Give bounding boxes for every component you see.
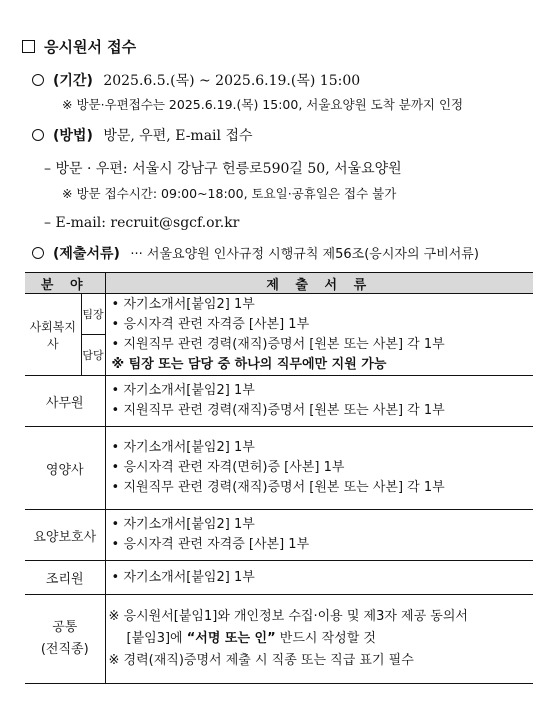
nutrition-docs <box>105 427 533 510</box>
field-office: 사무원 <box>25 376 105 427</box>
period-note: ※ 방문·우편접수는 2025.6.19.(목) 15:00, 서울요양원 도착 분까지 인정 <box>62 97 464 112</box>
common-note-2: [붙임3]에 “서명 또는 인” 반드시 작성할 것 <box>126 631 376 646</box>
circle-bullet-icon <box>32 247 44 259</box>
list-item: • 자기소개서[붙임2] 1부 <box>111 440 255 455</box>
method-line <box>32 125 253 145</box>
heading-text: 응시원서 접수 <box>44 38 137 56</box>
period-line <box>32 70 360 90</box>
list-item: • 응시자격 관련 자격(면허)증 [사본] 1부 <box>111 460 345 475</box>
list-item: • 자기소개서[붙임2] 1부 <box>111 296 255 312</box>
period-label: (기간) <box>53 73 93 89</box>
checkbox-square-icon <box>22 40 35 53</box>
circle-bullet-icon <box>32 74 44 86</box>
docs-label: (제출서류) <box>53 246 120 262</box>
list-item: • 지원직무 관련 경력(재직)증명서 [원본 또는 사본] 각 1부 <box>111 480 445 495</box>
method-visit-note: ※ 방문 접수시간: 09:00~18:00, 토요일·공휴일은 접수 불가 <box>62 186 397 201</box>
docs-line <box>32 243 479 263</box>
table-header-row <box>25 273 533 294</box>
list-item: • 지원직무 관련 경력(재직)증명서 [원본 또는 사본] 각 1부 <box>111 403 445 418</box>
common-note-3: ※ 경력(재직)증명서 제출 시 직종 또는 직급 표기 필수 <box>108 653 414 668</box>
table-row-common <box>25 595 533 684</box>
sub-staff: 담당 <box>81 335 105 376</box>
office-docs <box>105 376 533 427</box>
list-item: • 응시자격 관련 자격증 [사본] 1부 <box>111 316 310 332</box>
field-cook: 조리원 <box>25 561 105 595</box>
common-note-1: ※ 응시원서[붙임1]와 개인정보 수집·이용 및 제3자 제공 동의서 <box>108 609 468 624</box>
section-heading <box>22 36 136 57</box>
list-item: • 자기소개서[붙임2] 1부 <box>111 383 255 398</box>
field-nutrition: 영양사 <box>25 427 105 510</box>
field-common-sub: (전직종) <box>40 642 89 657</box>
list-item: • 자기소개서[붙임2] 1부 <box>111 569 255 585</box>
table-row-social <box>25 294 533 335</box>
list-item: • 응시자격 관련 자격증 [사본] 1부 <box>111 537 310 552</box>
social-note: ※ 팀장 또는 담당 중 하나의 직무에만 지원 가능 <box>111 356 387 372</box>
field-social: 사회복지사 <box>25 294 81 376</box>
common-docs <box>105 595 533 684</box>
method-value: 방문, 우편, E-mail 접수 <box>103 128 253 144</box>
social-docs <box>105 294 533 376</box>
docs-value: ··· 서울요양원 인사규정 시행규칙 제56조(응시자의 구비서류) <box>130 247 479 262</box>
method-visit: – 방문 · 우편: 서울시 강남구 헌릉로590길 50, 서울요양원 <box>44 161 402 177</box>
list-item: • 자기소개서[붙임2] 1부 <box>111 517 255 532</box>
sub-lead: 팀장 <box>81 294 105 335</box>
documents-table <box>25 272 533 684</box>
list-item: • 지원직무 관련 경력(재직)증명서 [원본 또는 사본] 각 1부 <box>111 336 445 352</box>
table-row-cook <box>25 561 533 595</box>
cook-docs <box>105 561 533 595</box>
table-row-caregiver <box>25 510 533 561</box>
field-caregiver: 요양보호사 <box>25 510 105 561</box>
period-value: 2025.6.5.(목) ~ 2025.6.19.(목) 15:00 <box>103 73 361 89</box>
table-row-office <box>25 376 533 427</box>
header-docs: 제 출 서 류 <box>105 273 533 294</box>
method-email: – E-mail: recruit@sgcf.or.kr <box>44 215 240 231</box>
table-row-nutrition <box>25 427 533 510</box>
field-common-title: 공통 <box>52 620 78 635</box>
caregiver-docs <box>105 510 533 561</box>
circle-bullet-icon <box>32 129 44 141</box>
method-label: (방법) <box>53 128 93 144</box>
field-common <box>25 595 105 684</box>
header-field: 분 야 <box>25 273 105 294</box>
